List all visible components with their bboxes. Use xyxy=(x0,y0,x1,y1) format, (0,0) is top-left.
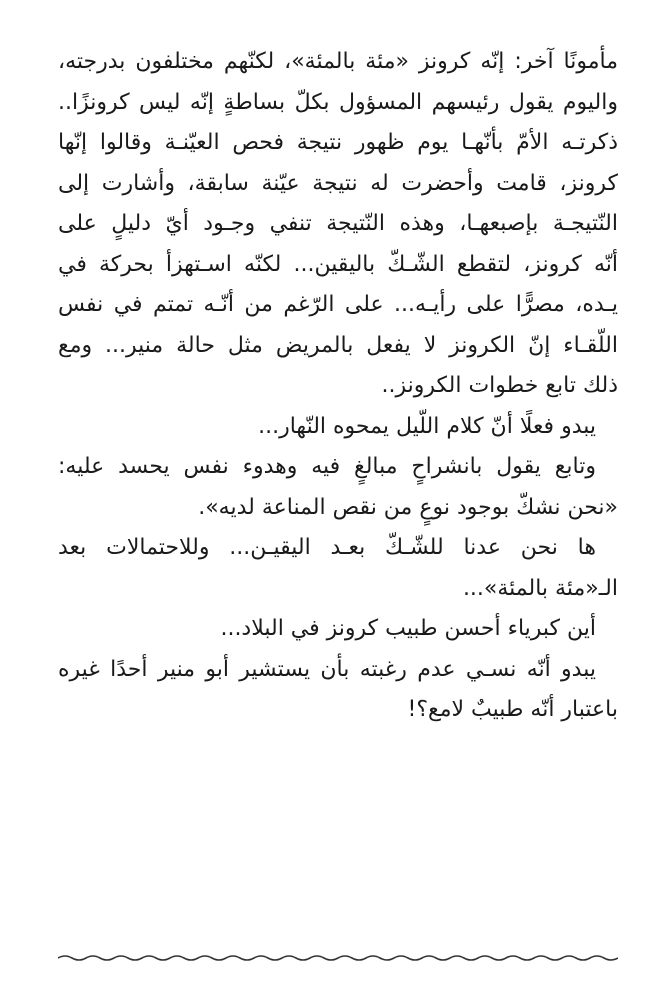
text-line: واليوم يقول رئيسهم المسؤول بكلّ بساطةٍ إنّه ليس كرونزًا.. xyxy=(58,89,618,115)
paragraph-6 xyxy=(58,650,618,731)
paragraph-2 xyxy=(58,407,618,448)
text-line: يبدو فعلًا أنّ كلام اللّيل يمحوه النّهار... xyxy=(258,413,596,439)
text-line: باعتبار أنّه طبيبٌ لامع؟! xyxy=(407,697,618,722)
text-line: كرونز، قامت وأحضرت له نتيجة عيّنة سابقة، وأشارت إلى xyxy=(58,170,618,196)
text-line: ذلك تابع خطوات الكرونز.. xyxy=(381,373,618,398)
text-line: مأمونًا آخر: إنّه كرونز «مئة بالمئة»، لكنّهم مختلفون بدرجته، xyxy=(58,49,618,74)
text-line: وتابع يقول بانشراحٍ مبالغٍ فيه وهدوء نفس يحسد عليه: xyxy=(58,454,596,479)
text-line: اللّقـاء إنّ الكرونز لا يفعل بالمريض مثل حالة منير... ومع xyxy=(58,332,618,358)
wavy-divider xyxy=(58,950,618,966)
text-line: يبدو أنّه نسـي عدم رغبته بأن يستشير أبو منير أحدًا غيره xyxy=(58,656,596,682)
text-line: ها نحن عدنا للشّـكّ بعـد اليقيـن... وللاحتمالات بعد xyxy=(58,535,596,560)
text-line: «نحن نشكّ بوجود نوعٍ من نقص المناعة لديه». xyxy=(198,494,618,520)
wavy-divider-line xyxy=(58,956,618,960)
text-line: يـده، مصرًّا على رأيـه... على الرّغم من أنّـه تمتم في نفس xyxy=(58,292,618,317)
text-line: النّتيجـة بإصبعهـا، وهذه النّتيجة تنفي وجـود أيّ دليلٍ على xyxy=(58,211,618,236)
paragraph-5 xyxy=(58,609,618,650)
page-text xyxy=(58,42,618,731)
paragraph-4 xyxy=(58,528,618,609)
text-line: الـ«مئة بالمئة»... xyxy=(462,575,618,601)
text-line: ذكرتـه الأمّ بأنّهـا يوم ظهور نتيجة فحص العيّنـة وقالوا إنّها xyxy=(58,130,618,155)
paragraph-1 xyxy=(58,42,618,407)
text-line: أين كبرياء أحسن طبيب كرونز في البلاد... xyxy=(220,616,596,641)
paragraph-3 xyxy=(58,447,618,528)
text-line: أنّه كرونز، لتقطع الشّـكّ باليقين... لكنّه اسـتهزأ بحركة في xyxy=(58,251,618,277)
